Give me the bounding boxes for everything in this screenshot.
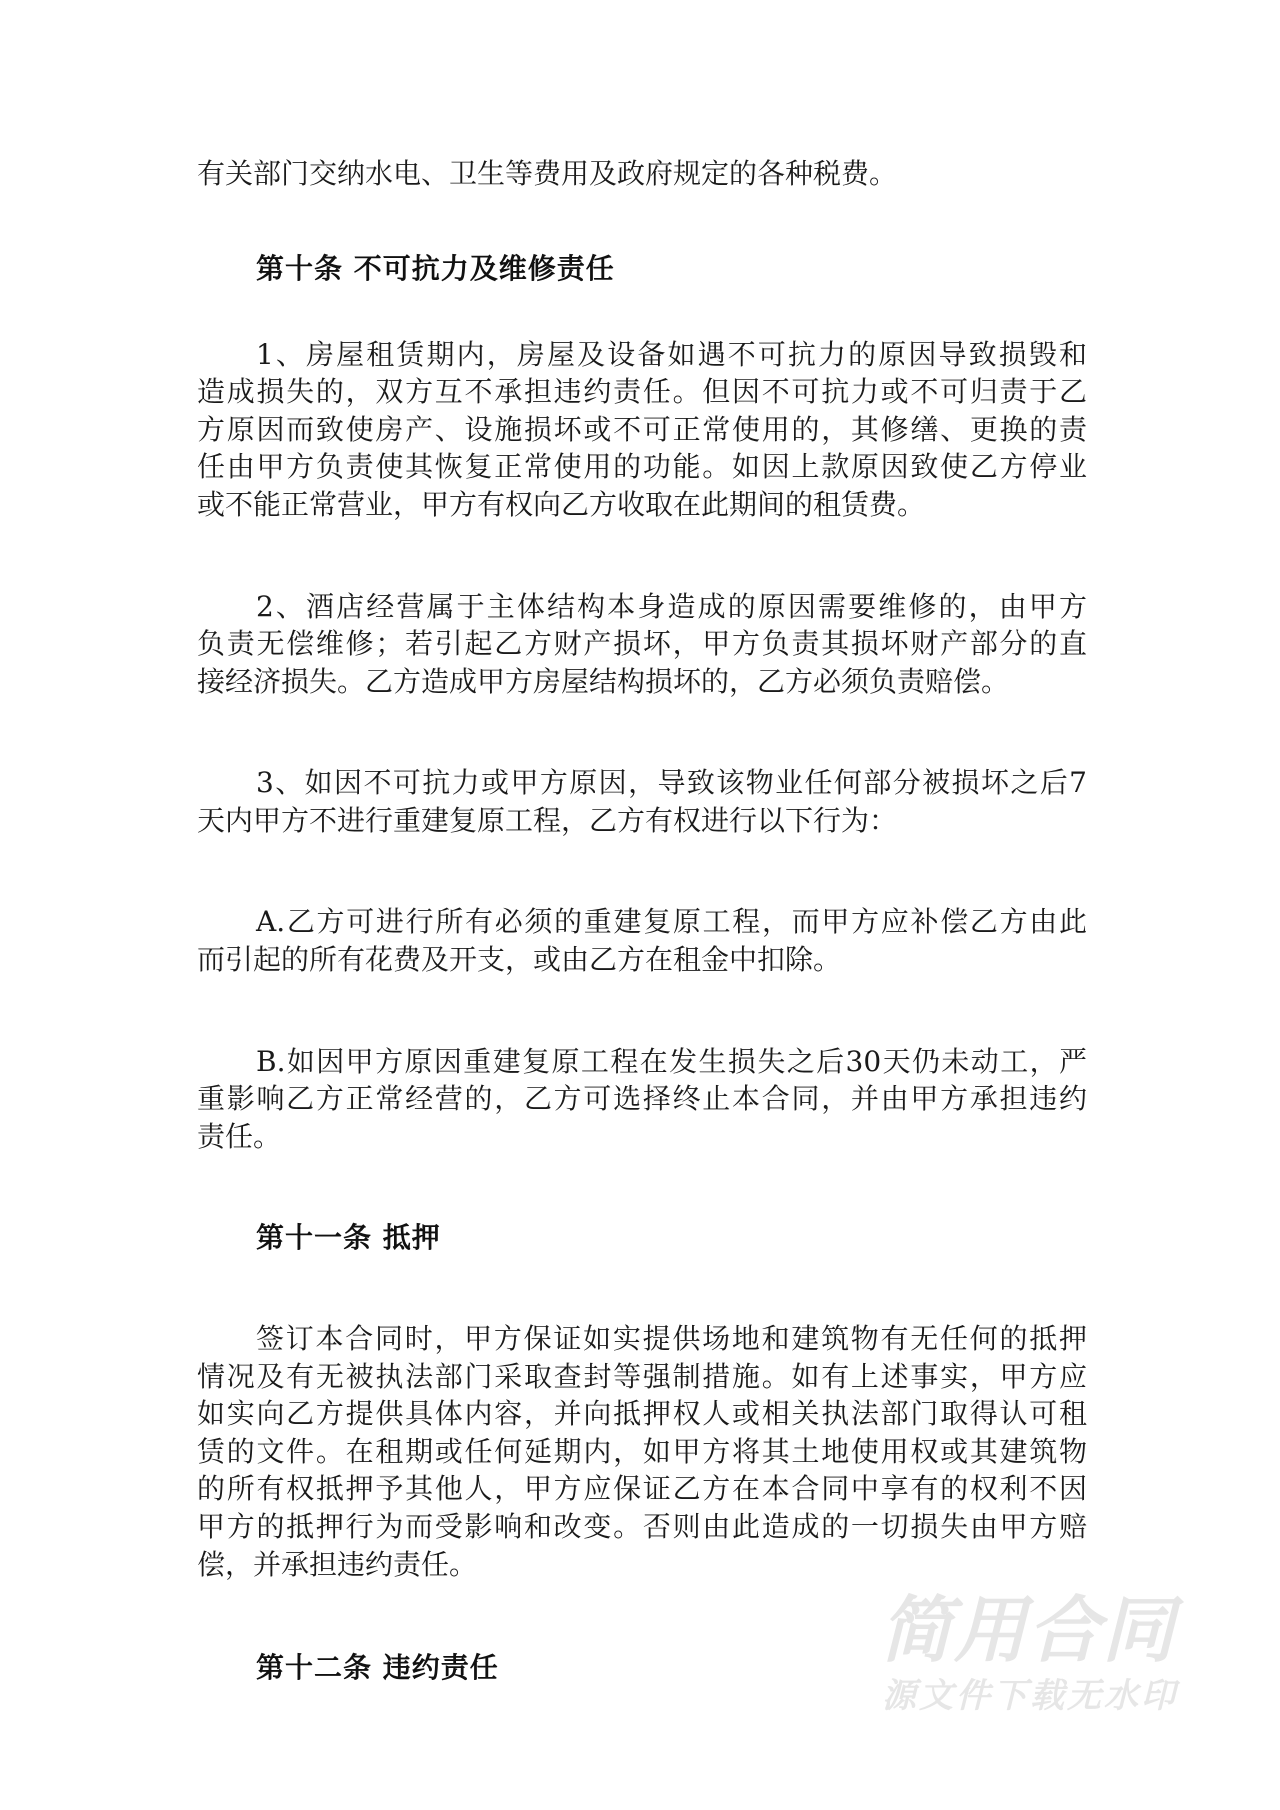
paragraph-line: 甲方的抵押行为而受影响和改变。否则由此造成的一切损失由甲方赔 — [197, 1510, 1087, 1543]
paragraph-line: 重影响乙方正常经营的，乙方可选择终止本合同，并由甲方承担违约 — [197, 1082, 1087, 1115]
paragraph-line: 造成损失的，双方互不承担违约责任。但因不可抗力或不可归责于乙 — [197, 375, 1087, 408]
watermark-title: 简用合同 — [880, 1588, 1177, 1672]
paragraph-line: 接经济损失。乙方造成甲方房屋结构损坏的，乙方必须负责赔偿。 — [197, 665, 1010, 698]
paragraph-line: B.如因甲方原因重建复原工程在发生损失之后30天仍未动工，严 — [256, 1045, 1087, 1078]
paragraph-line: 有关部门交纳水电、卫生等费用及政府规定的各种税费。 — [197, 157, 898, 190]
paragraph-line: 任由甲方负责使其恢复正常使用的功能。如因上款原因致使乙方停业 — [197, 450, 1087, 483]
article-11-heading: 第十一条 抵押 — [256, 1221, 441, 1254]
paragraph-line: 而引起的所有花费及开支，或由乙方在租金中扣除。 — [197, 943, 842, 976]
paragraph-line: A.乙方可进行所有必须的重建复原工程，而甲方应补偿乙方由此 — [256, 905, 1087, 938]
article-12-heading: 第十二条 违约责任 — [256, 1651, 499, 1684]
paragraph-line: 签订本合同时，甲方保证如实提供场地和建筑物有无任何的抵押 — [256, 1322, 1087, 1355]
paragraph-line: 如实向乙方提供具体内容，并向抵押权人或相关执法部门取得认可租 — [197, 1397, 1087, 1430]
paragraph-line: 3、如因不可抗力或甲方原因，导致该物业任何部分被损坏之后7 — [256, 766, 1087, 799]
paragraph-line: 或不能正常营业，甲方有权向乙方收取在此期间的租赁费。 — [197, 488, 926, 521]
paragraph-line: 的所有权抵押予其他人，甲方应保证乙方在本合同中享有的权利不因 — [197, 1472, 1087, 1505]
paragraph-line: 情况及有无被执法部门采取查封等强制措施。如有上述事实，甲方应 — [197, 1360, 1087, 1393]
paragraph-line: 责任。 — [197, 1120, 282, 1153]
paragraph-line: 1、房屋租赁期内，房屋及设备如遇不可抗力的原因导致损毁和 — [256, 338, 1087, 371]
paragraph-line: 方原因而致使房产、设施损坏或不可正常使用的，其修缮、更换的责 — [197, 413, 1087, 446]
paragraph-line: 负责无偿维修；若引起乙方财产损坏，甲方负责其损坏财产部分的直 — [197, 627, 1087, 660]
paragraph-line: 偿，并承担违约责任。 — [197, 1548, 478, 1581]
article-10-heading: 第十条 不可抗力及维修责任 — [256, 252, 615, 285]
paragraph-line: 赁的文件。在租期或任何延期内，如甲方将其土地使用权或其建筑物 — [197, 1435, 1087, 1468]
paragraph-line: 2、酒店经营属于主体结构本身造成的原因需要维修的，由甲方 — [256, 590, 1087, 623]
paragraph-line: 天内甲方不进行重建复原工程，乙方有权进行以下行为： — [197, 804, 898, 837]
watermark-subtitle: 源文件下载无水印 — [882, 1676, 1178, 1716]
